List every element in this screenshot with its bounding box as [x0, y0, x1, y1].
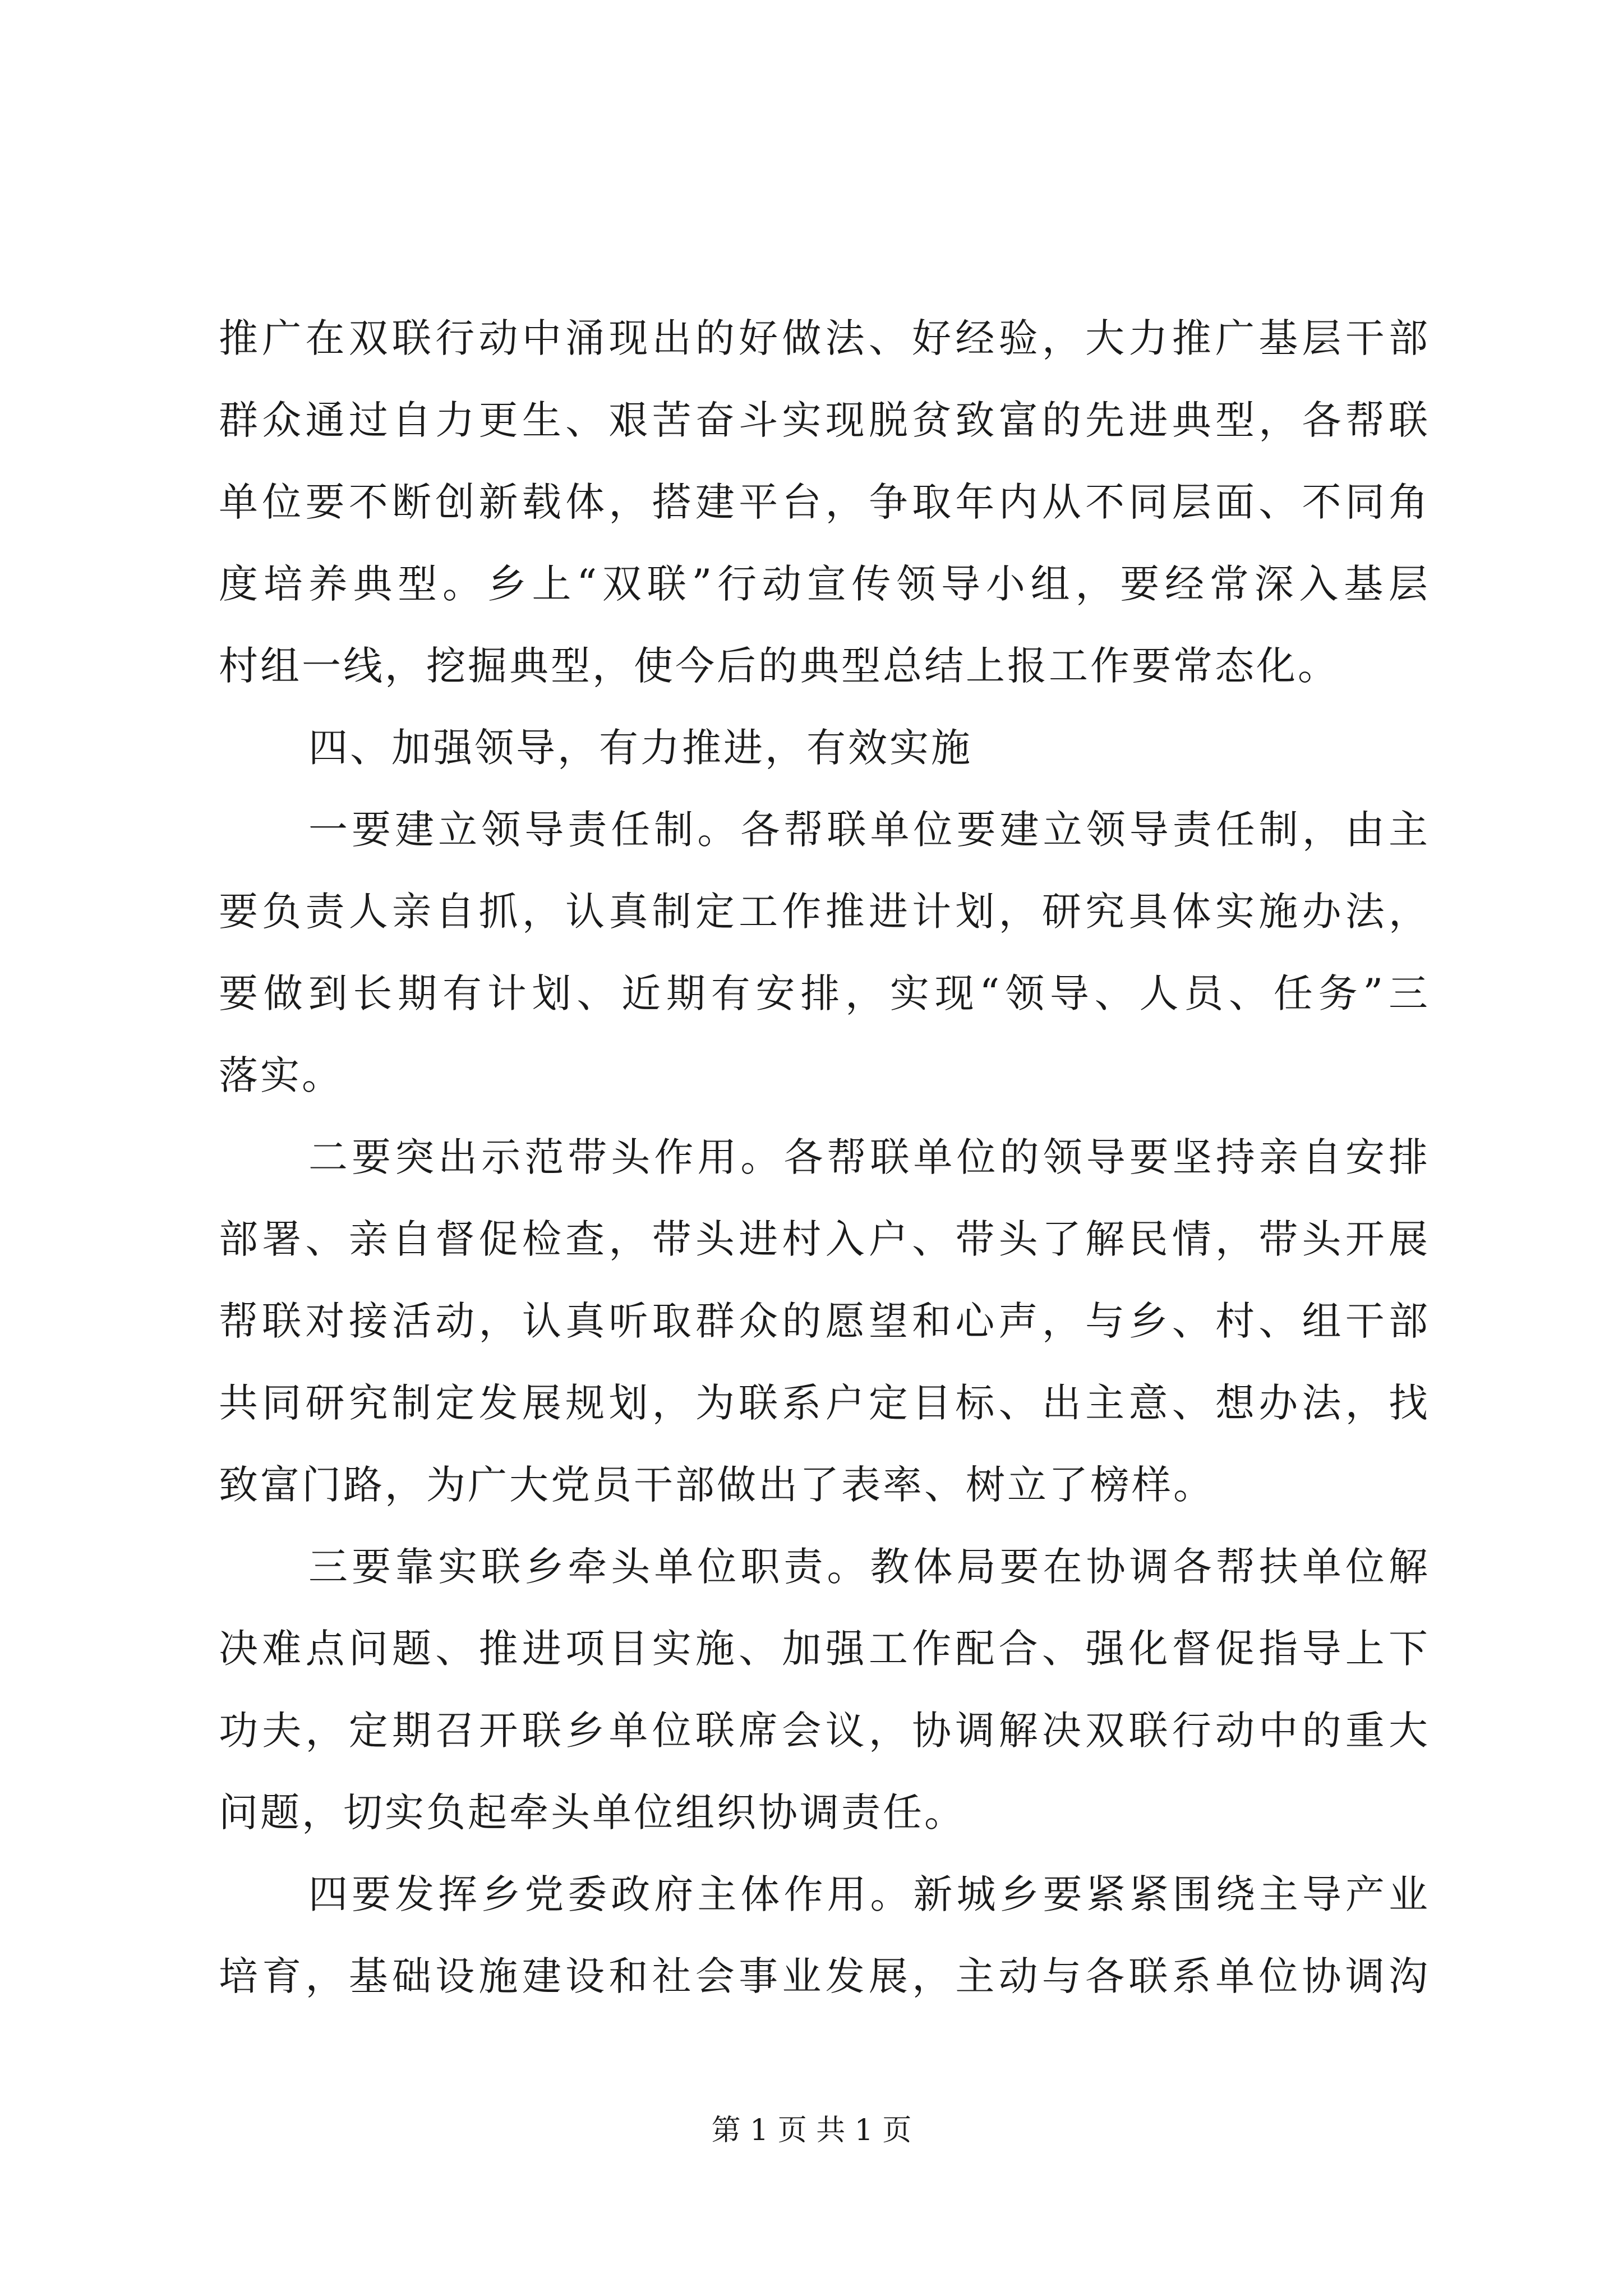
- text-line: 致富门路，为广大党员干部做出了表率、树立了榜样。: [219, 1462, 1215, 1508]
- paragraph-first-line: 二要突出示范带头作用。各帮联单位的领导要坚持亲自安排: [308, 1134, 1430, 1180]
- text-line: 单位要不断创新载体，搭建平台，争取年内从不同层面、不同角: [219, 479, 1430, 525]
- text-line: 决难点问题、推进项目实施、加强工作配合、强化督促指导上下: [219, 1626, 1430, 1672]
- text-line: 群众通过自力更生、艰苦奋斗实现脱贫致富的先进典型，各帮联: [219, 397, 1430, 443]
- page-footer: [0, 2106, 1623, 2148]
- text-line: 要负责人亲自抓，认真制定工作推进计划，研究具体实施办法，: [219, 889, 1430, 935]
- text-line: 培育，基础设施建设和社会事业发展，主动与各联系单位协调沟: [219, 1953, 1430, 1999]
- paragraph-first-line: 三要靠实联乡牵头单位职责。教体局要在协调各帮扶单位解: [308, 1544, 1430, 1590]
- text-line: 共同研究制定发展规划，为联系户定目标、出主意、想办法，找: [219, 1380, 1430, 1426]
- paragraph-first-line: 四要发挥乡党委政府主体作用。新城乡要紧紧围绕主导产业: [308, 1871, 1430, 1917]
- text-line: 村组一线，挖掘典型，使今后的典型总结上报工作要常态化。: [219, 643, 1339, 689]
- paragraph-first-line: 一要建立领导责任制。各帮联单位要建立领导责任制，由主: [308, 807, 1430, 853]
- text-line: 要做到长期有计划、近期有安排，实现“领导、人员、任务”三: [219, 970, 1430, 1016]
- text-line: 部署、亲自督促检查，带头进村入户、带头了解民情，带头开展: [219, 1216, 1430, 1262]
- document-body: [219, 297, 1430, 2017]
- text-line: 问题，切实负起牵头单位组织协调责任。: [219, 1789, 966, 1835]
- text-line: 度培养典型。乡上“双联”行动宣传领导小组，要经常深入基层: [219, 561, 1430, 607]
- text-line: 功夫，定期召开联乡单位联席会议，协调解决双联行动中的重大: [219, 1708, 1430, 1754]
- section-heading: 四、加强领导，有力推进，有效实施: [308, 725, 972, 771]
- page-number-label: 第 1 页 共 1 页: [711, 2114, 912, 2147]
- text-line: 帮联对接活动，认真听取群众的愿望和心声，与乡、村、组干部: [219, 1298, 1430, 1344]
- text-line: 推广在双联行动中涌现出的好做法、好经验，大力推广基层干部: [219, 315, 1430, 361]
- text-line: 落实。: [219, 1052, 343, 1098]
